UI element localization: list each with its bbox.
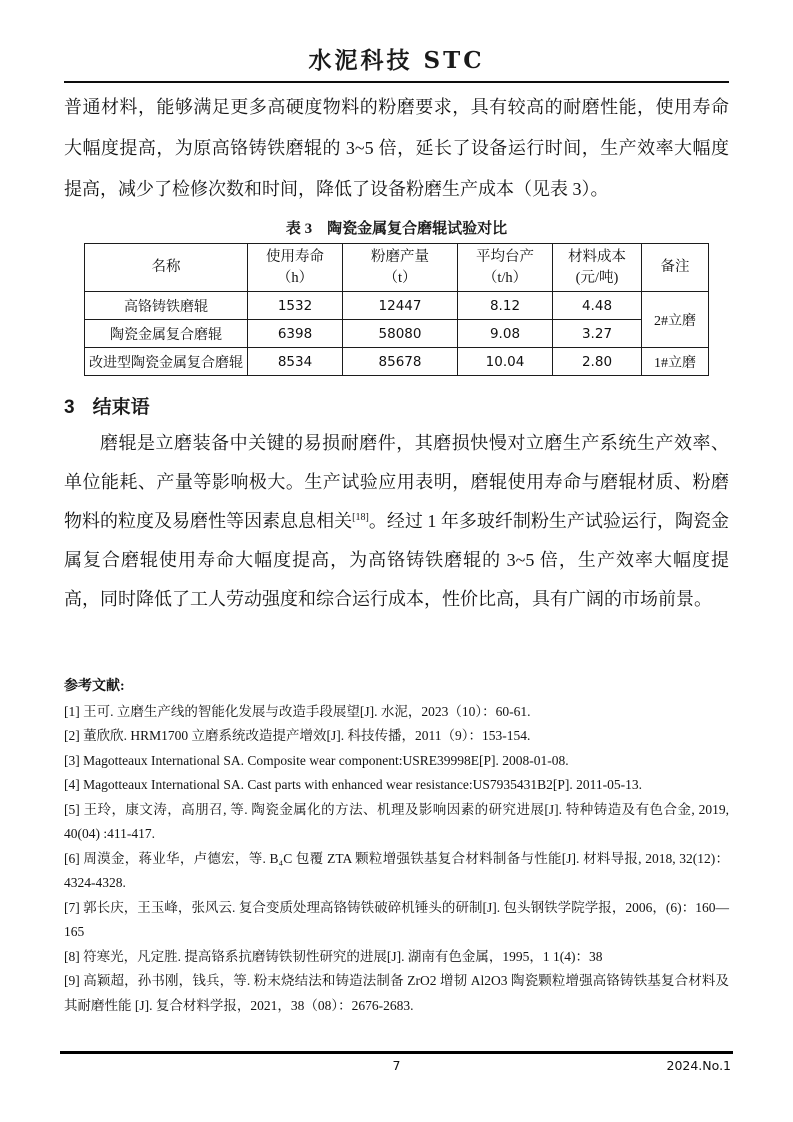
reference-item: [1] 王可. 立磨生产线的智能化发展与改造手段展望[J]. 水泥，2023（10）：60-61.	[64, 703, 531, 719]
cell-output: 12447	[343, 292, 458, 320]
col-header-output-label: 粉磨产量	[371, 248, 429, 265]
reference-item: [2] 董欣欣. HRM1700 立磨系统改造提产增效[J]. 科技传播，2011（9）：153-154.	[64, 728, 531, 743]
reference-item: [8] 符寒光，凡定胜. 提高铬系抗磨铸铁韧性研究的进展[J]. 湖南有色金属，1995，1 1(4)：38	[64, 948, 603, 964]
cell-avg: 8.12	[458, 292, 553, 320]
references-section	[64, 675, 729, 1018]
col-header-remark	[642, 244, 709, 292]
col-header-avg-unit: （t/h）	[482, 269, 528, 286]
col-header-output-unit: （t）	[383, 269, 417, 286]
col-header-cost-unit: (元/吨)	[575, 269, 619, 286]
cell-life: 6398	[248, 320, 343, 348]
issue-label: 2024.No.1	[666, 1058, 731, 1073]
conclusion-text-1: 磨辊是立磨装备中关键的易损耐磨件，其磨损快慢对立磨生产系统生产效率、单位能耗、产量等影响极大。生产试验应用表明，磨辊使用寿命与磨辊材质、粉磨物料的粒度及易磨性等因素息息相关	[64, 433, 729, 531]
table-caption: 表 3 陶瓷金属复合磨辊试验对比	[285, 221, 508, 237]
cell-output: 58080	[343, 320, 458, 348]
col-header-name-label: 名称	[151, 259, 181, 275]
reference-item: [4] Magotteaux International SA. Cast parts with enhanced wear resistance:US7935431B2[P]. 2011-05-13.	[64, 777, 642, 792]
cell-remark: 1#立磨	[642, 348, 709, 376]
reference-item: [7] 郭长庆，王玉峰，张风云. 复合变质处理高铬铸铁破碎机锤头的研制[J]. 包头钢铁学院学报，2006，(6)：160—165	[64, 899, 729, 939]
reference-item: [9] 高颖超，孙书刚，钱兵，等. 粉末烧结法和铸造法制备 ZrO2 增韧 Al2O3 陶瓷颗粒增强高铬铸铁基复合材料及其耐磨性能 [J]. 复合材料学报，2021，38（08）：2676-2683.	[64, 973, 729, 1013]
cell-cost: 3.27	[553, 320, 642, 348]
cell-avg: 9.08	[458, 320, 553, 348]
table-row	[85, 320, 709, 348]
section-number: 3	[64, 397, 75, 418]
col-header-life-unit: （h）	[276, 269, 314, 286]
col-header-avg	[458, 244, 553, 292]
cell-remark-merged: 2#立磨	[642, 292, 709, 348]
conclusion-paragraph	[64, 424, 729, 619]
cell-life: 1532	[248, 292, 343, 320]
cell-cost: 2.80	[553, 348, 642, 376]
reference-item: [6] 周漠金，蒋业华，卢德宏，等. B₄C 包覆 ZTA 颗粒增强铁基复合材料制备与性能[J]. 材料导报, 2018, 32(12)：4324-4328.	[64, 850, 729, 890]
col-header-avg-label: 平均台产	[476, 248, 534, 265]
col-header-cost	[553, 244, 642, 292]
references-heading: 参考文献:	[64, 679, 125, 694]
page-number: 7	[392, 1058, 401, 1073]
cell-name: 陶瓷金属复合磨辊	[85, 320, 248, 348]
conclusion-text-2: 。经过 1 年多玻纤制粉生产试验运行，陶瓷金属复合磨辊使用寿命大幅度提高，为高铬铸铁磨辊的 3~5 倍，生产效率大幅度提高，同时降低了工人劳动强度和综合运行成本，性价比高，具有广阔的市场前景。	[64, 511, 729, 609]
cell-name: 高铬铸铁磨辊	[85, 292, 248, 320]
col-header-name	[85, 244, 248, 292]
page-footer	[60, 1051, 733, 1073]
reference-item: [5] 王玲，康文涛，高朋召, 等. 陶瓷金属化的方法、机理及影响因素的研究进展[J]. 特种铸造及有色合金, 2019, 40(04) :411-417.	[64, 801, 729, 841]
col-header-remark-label: 备注	[660, 259, 690, 275]
col-header-output	[343, 244, 458, 292]
citation-superscript: [18]	[352, 512, 369, 523]
table-header-row	[85, 244, 709, 292]
journal-title: 水泥科技 STC	[308, 47, 485, 74]
col-header-life-label: 使用寿命	[266, 248, 324, 265]
cell-avg: 10.04	[458, 348, 553, 376]
cell-output: 85678	[343, 348, 458, 376]
col-header-life	[248, 244, 343, 292]
cell-cost: 4.48	[553, 292, 642, 320]
intro-paragraph: 普通材料，能够满足更多高硬度物料的粉磨要求，具有较高的耐磨性能，使用寿命大幅度提高，为原高铬铸铁磨辊的 3~5 倍，延长了设备运行时间，生产效率大幅度提高，减少了检修次数和时间，降低了设备粉磨生产成本（见表 3）。	[64, 97, 729, 199]
reference-item: [3] Magotteaux International SA. Composite wear component:USRE39998E[P]. 2008-01-08.	[64, 752, 569, 768]
table-row	[85, 292, 709, 320]
page-header	[64, 42, 729, 83]
section-title: 结束语	[92, 397, 150, 418]
col-header-cost-label: 材料成本	[568, 248, 626, 265]
section-heading	[64, 392, 729, 419]
comparison-table	[84, 243, 709, 376]
cell-name: 改进型陶瓷金属复合磨辊	[85, 348, 248, 376]
table-row	[85, 348, 709, 376]
cell-life: 8534	[248, 348, 343, 376]
